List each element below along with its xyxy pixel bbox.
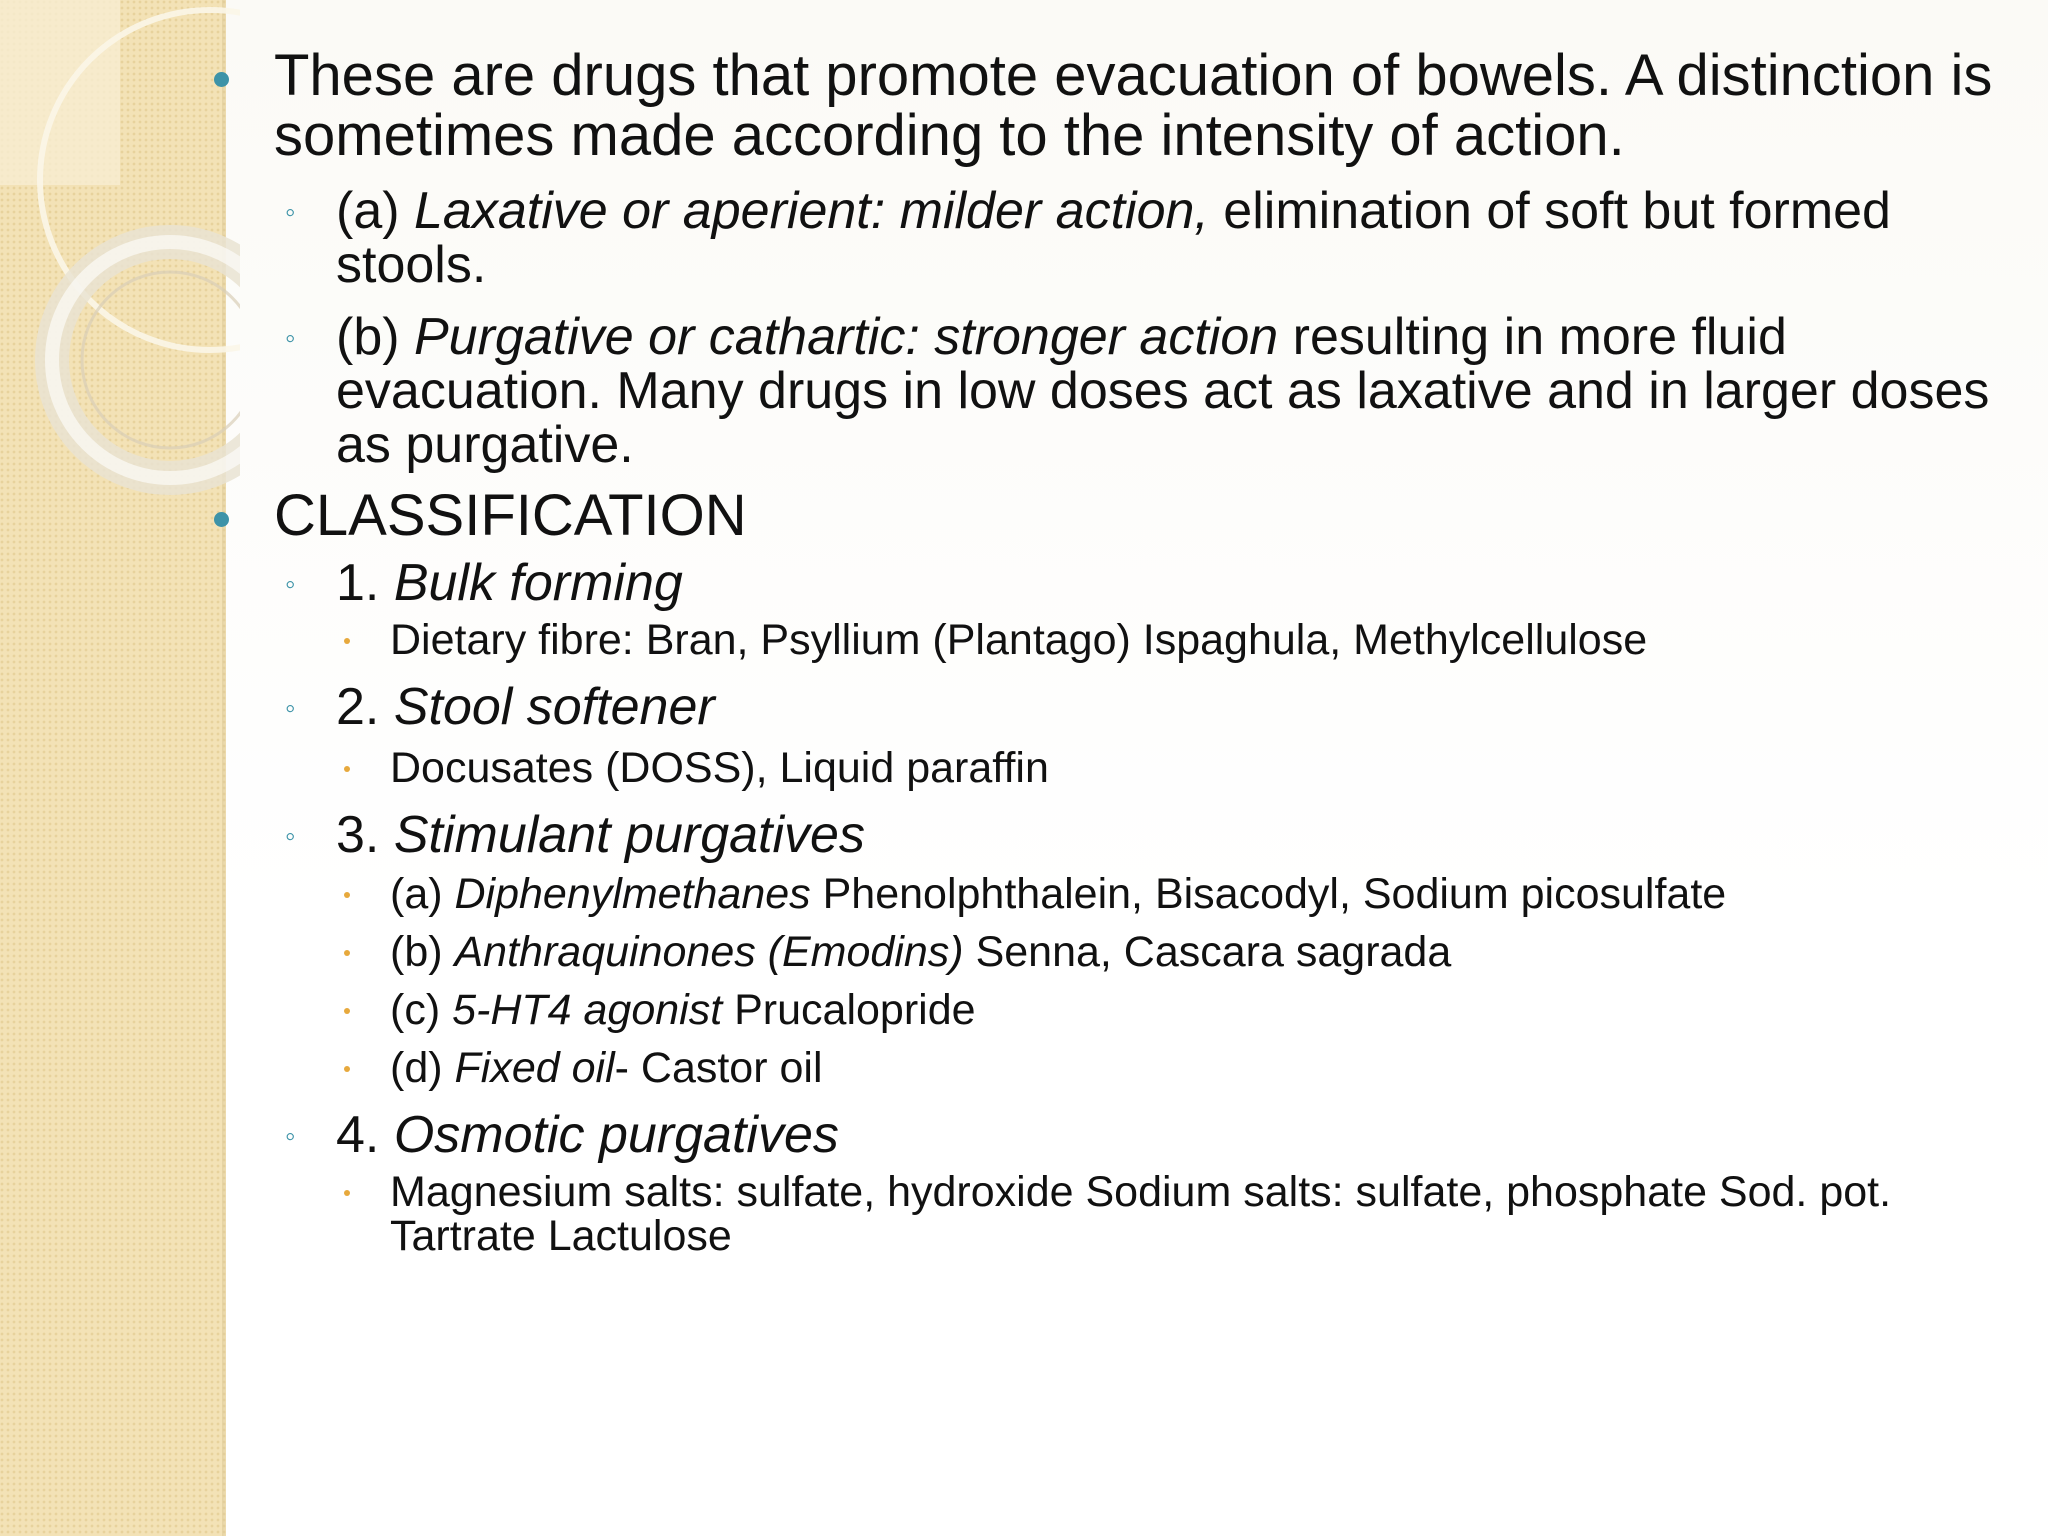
bullet-dot-icon <box>214 72 229 87</box>
class-name: Stimulant purgatives <box>393 806 865 864</box>
bullet-small-dot-icon <box>344 950 350 956</box>
class-name: Osmotic purgatives <box>393 1106 839 1164</box>
class-name: Bulk forming <box>393 554 683 612</box>
bullet-small-dot-icon <box>344 766 350 772</box>
class-item-3 <box>200 808 2000 862</box>
bullet-dot-icon <box>214 512 229 527</box>
class-item-1 <box>200 556 2000 610</box>
class-2-detail <box>200 746 2000 790</box>
bullet-small-dot-icon <box>344 1066 350 1072</box>
detail-text: Docusates (DOSS), Liquid paraffin <box>390 744 1049 792</box>
bullet-small-dot-icon <box>344 1190 350 1196</box>
type-prefix: (a) <box>336 182 414 240</box>
class-name: Stool softener <box>393 678 715 736</box>
class-item-4 <box>200 1108 2000 1162</box>
detail-italic: 5-HT4 agonist <box>452 986 723 1034</box>
classification-heading: CLASSIFICATION <box>274 483 747 548</box>
detail-italic: Anthraquinones (Emodins) <box>454 928 964 976</box>
class-number: 3. <box>336 806 394 864</box>
detail-prefix: (a) <box>390 870 455 918</box>
classification-bullet <box>200 483 2000 548</box>
bullet-ring-icon: ◦ <box>285 568 296 601</box>
detail-text: - Castor oil <box>614 1044 823 1092</box>
detail-prefix: (b) <box>390 928 455 976</box>
class-3-detail-d <box>200 1046 2000 1090</box>
detail-prefix: (d) <box>390 1044 455 1092</box>
class-number: 4. <box>336 1106 394 1164</box>
detail-italic: Diphenylmethanes <box>454 870 811 918</box>
intro-bullet <box>200 43 2000 168</box>
type-prefix: (b) <box>336 308 414 366</box>
type-item-b <box>200 310 2000 472</box>
bullet-ring-icon: ◦ <box>285 692 296 725</box>
detail-text: Senna, Cascara sagrada <box>963 928 1452 976</box>
detail-italic: Fixed oil <box>454 1044 615 1092</box>
type-italic: Purgative or cathartic: stronger action <box>414 308 1279 366</box>
type-item-a <box>200 184 2000 292</box>
class-number: 2. <box>336 678 394 736</box>
bullet-ring-icon: ◦ <box>285 1120 296 1153</box>
detail-text: Phenolphthalein, Bisacodyl, Sodium picosulfate <box>810 870 1727 918</box>
class-3-detail-a <box>200 872 2000 916</box>
class-item-2 <box>200 680 2000 734</box>
type-rest: resulting in more fluid evacuation. Many drugs in low doses act as laxative and in larger doses as purgative. <box>336 308 1990 474</box>
slide-content <box>200 43 2000 1260</box>
class-1-detail <box>200 618 2000 662</box>
bullet-ring-icon: ◦ <box>285 196 296 229</box>
bullet-ring-icon: ◦ <box>285 322 296 355</box>
bullet-small-dot-icon <box>344 638 350 644</box>
bullet-ring-icon: ◦ <box>285 820 296 853</box>
detail-text: Dietary fibre: Bran, Psyllium (Plantago) Ispaghula, Methylcellulose <box>390 616 1648 664</box>
type-italic: Laxative or aperient: milder action, <box>414 182 1209 240</box>
type-rest: elimination of soft but formed stools. <box>336 182 1891 294</box>
intro-text: These are drugs that promote evacuation of bowels. A distinction is sometimes made according to the intensity of action. <box>274 43 1993 168</box>
detail-text: Prucalopride <box>722 986 976 1034</box>
detail-text: Magnesium salts: sulfate, hydroxide Sodium salts: sulfate, phosphate Sod. pot. Tartrate Lactulose <box>390 1168 1892 1260</box>
bullet-small-dot-icon <box>344 892 350 898</box>
bullet-small-dot-icon <box>344 1008 350 1014</box>
class-4-detail <box>200 1170 2000 1258</box>
detail-prefix: (c) <box>390 986 453 1034</box>
class-3-detail-c <box>200 988 2000 1032</box>
class-3-detail-b <box>200 930 2000 974</box>
class-number: 1. <box>336 554 394 612</box>
